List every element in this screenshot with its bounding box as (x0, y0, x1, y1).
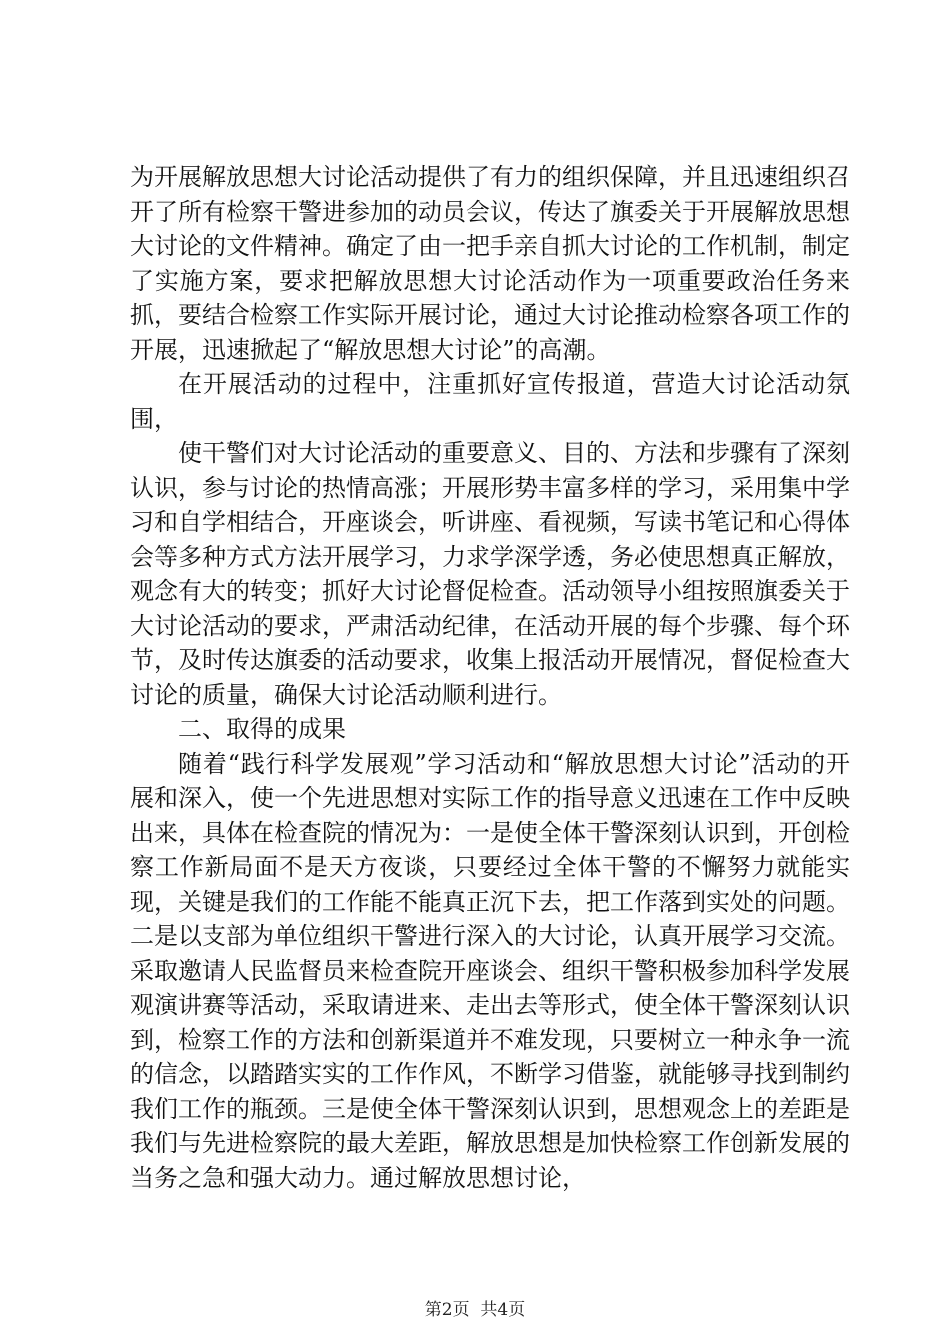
paragraph-3: 使干警们对大讨论活动的重要意义、目的、方法和步骤有了深刻认识，参与讨论的热情高涨；开展形势丰富多样的学习，采用集中学习和自学相结合，开座谈会，听讲座、看视频，写读书笔记和心得体会等多种方式方法开展学习，力求学深学透，务必使思想真正解放，观念有大的转变；抓好大讨论督促检查。活动领导小组按照旗委关于大讨论活动的要求，严肃活动纪律，在活动开展的每个步骤、每个环节，及时传达旗委的活动要求，收集上报活动开展情况，督促检查大讨论的质量，确保大讨论活动顺利进行。 (130, 439, 850, 709)
section-heading: 二、取得的成果 (178, 715, 346, 743)
paragraph-2: 在开展活动的过程中，注重抓好宣传报道，营造大讨论活动氛围， (130, 370, 850, 433)
document-body (130, 160, 850, 1195)
page-number: 第2页 共4页 (424, 1300, 526, 1320)
page-footer (0, 1295, 950, 1320)
paragraph-1: 为开展解放思想大讨论活动提供了有力的组织保障，并且迅速组织召开了所有检察干警进参加的动员会议，传达了旗委关于开展解放思想大讨论的文件精神。确定了由一把手亲自抓大讨论的工作机制，制定了实施方案，要求把解放思想大讨论活动作为一项重要政治任务来抓，要结合检察工作实际开展讨论，通过大讨论推动检察各项工作的开展，迅速掀起了“解放思想大讨论”的高潮。 (130, 163, 850, 364)
paragraph-4: 随着“践行科学发展观”学习活动和“解放思想大讨论”活动的开展和深入，使一个先进思想对实际工作的指导意义迅速在工作中反映出来，具体在检查院的情况为：一是使全体干警深刻认识到，开创检察工作新局面不是天方夜谈，只要经过全体干警的不懈努力就能实现，关键是我们的工作能不能真正沉下去，把工作落到实处的问题。二是以支部为单位组织干警进行深入的大讨论，认真开展学习交流。采取邀请人民监督员来检查院开座谈会、组织干警积极参加科学发展观演讲赛等活动，采取请进来、走出去等形式，使全体干警深刻认识到，检察工作的方法和创新渠道并不难发现，只要树立一种永争一流的信念，以踏踏实实的工作作风，不断学习借鉴，就能够寻找到制约我们工作的瓶颈。三是使全体干警深刻认识到，思想观念上的差距是我们与先进检察院的最大差距，解放思想是加快检察工作创新发展的当务之急和强大动力。通过解放思想讨论， (130, 749, 850, 1192)
